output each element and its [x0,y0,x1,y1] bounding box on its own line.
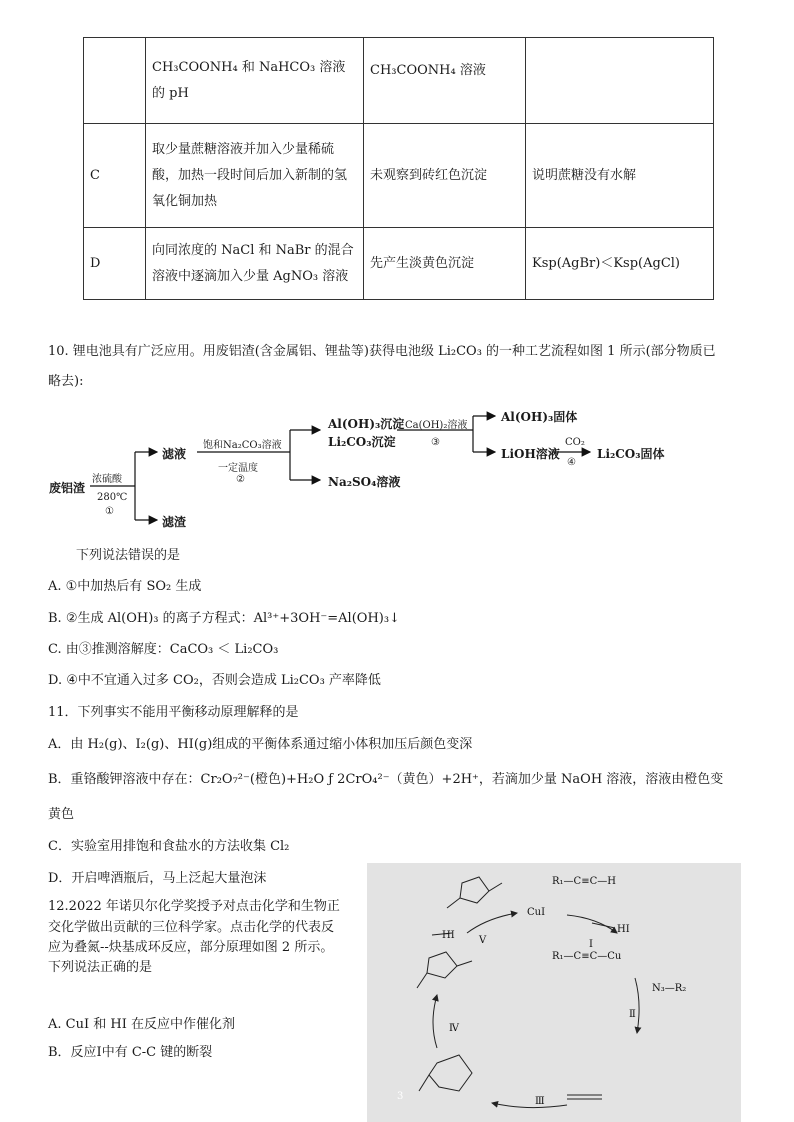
azide-label: N₃—R₂ [652,983,687,994]
table-row [84,228,714,300]
catalyst-label: CuI [527,907,546,918]
table-cell: CH₃COONH₄ 溶液 [364,38,526,124]
option-c: C. 由③推测溶解度：CaCO₃ ＜ Li₂CO₃ [48,642,279,657]
table-cell [84,38,146,124]
table-cell: Ksp(AgBr)＜Ksp(AgCl) [526,228,714,300]
table-cell: D [84,228,146,300]
flow-step-number: ② [236,474,245,485]
step-label: Ⅱ [629,1009,636,1020]
question-12-stem: 交化学做出贡献的三位科学家。点击化学的代表反 [48,920,335,935]
flow-step-number: ① [105,506,114,517]
page-number: 3 [397,1091,404,1102]
table-cell: CH₃COONH₄ 和 NaHCO₃ 溶液的 pH [146,38,364,124]
table-cell: C [84,124,146,228]
option-c: C．实验室用排饱和食盐水的方法收集 Cl₂ [48,839,290,854]
question-10-stem-cont: 略去): [48,374,84,389]
option-a: A．由 H₂(g)、I₂(g)、HI(g)组成的平衡体系通过缩小体积加压后颜色变深 [48,737,473,752]
step-label: Ⅴ [479,935,487,946]
option-b-cont: 黄色 [48,807,75,822]
flow-step-number: ③ [431,437,440,448]
question-9-table [83,37,714,300]
flow-label: CO₂ [565,437,585,448]
step-label: Ⅰ [589,939,593,950]
flow-label: 一定温度 [218,463,258,474]
alkyne-label: R₁—C≡C—H [552,876,616,887]
question-10-prompt: 下列说法错误的是 [76,548,181,563]
flow-node: Al(OH)₃固体 [501,410,578,424]
table-row [84,38,714,124]
table-cell [526,38,714,124]
question-12-stem: 下列说法正确的是 [48,960,153,975]
option-a: A. ①中加热后有 SO₂ 生成 [48,579,202,594]
flow-label: 饱和Na₂CO₃溶液 [203,440,282,451]
flow-node: 滤渣 [162,515,187,529]
flow-node: 滤液 [162,447,187,461]
option-d: D. ④中不宜通入过多 CO₂，否则会造成 Li₂CO₃ 产率降低 [48,673,381,688]
question-12-stem: 应为叠氮--炔基成环反应，部分原理如图 2 所示。 [48,940,334,955]
option-d: D．开启啤酒瓶后，马上泛起大量泡沫 [48,871,267,886]
reaction-cycle-photo [367,863,741,1122]
flow-node-start: 废铝渣 [49,481,86,495]
flow-node: LiOH溶液 [501,447,560,461]
flow-label: Ca(OH)₂溶液 [405,420,468,431]
option-b: B．反应Ⅰ中有 C-C 键的断裂 [48,1045,213,1060]
table-cell: 说明蔗糖没有水解 [526,124,714,228]
flow-step-number: ④ [567,457,576,468]
step-label: Ⅳ [449,1023,459,1034]
table-cell: 未观察到砖红色沉淀 [364,124,526,228]
question-10-stem: 10. 锂电池具有广泛应用。用废铝渣(含金属铝、锂盐等)获得电池级 Li₂CO₃ 的一种工艺流程如图 1 所示(部分物质已 [48,344,716,359]
flow-label: 280℃ [97,492,128,503]
question-12-stem: 12.2022 年诺贝尔化学奖授予对点击化学和生物正 [48,899,340,914]
copper-acetylide-label: R₁—C≡C—Cu [552,951,622,962]
table-cell: 向同浓度的 NaCl 和 NaBr 的混合溶液中逐滴加入少量 AgNO₃ 溶液 [146,228,364,300]
option-b: B．重铬酸钾溶液中存在：Cr₂O₇²⁻(橙色)+H₂O ƒ 2CrO₄²⁻（黄色）+2H⁺，若滴加少量 NaOH 溶液，溶液由橙色变 [48,772,724,787]
option-a: A. CuI 和 HI 在反应中作催化剂 [48,1017,235,1032]
flow-node: Li₂CO₃沉淀 [328,435,396,449]
hi-label: HI [617,924,630,935]
option-b: B. ②生成 Al(OH)₃ 的离子方程式：Al³⁺+3OH⁻=Al(OH)₃↓ [48,611,400,626]
flow-node: Al(OH)₃沉淀 [328,417,405,431]
hi-label: HI [442,930,455,941]
table-row [84,124,714,228]
table-cell: 先产生淡黄色沉淀 [364,228,526,300]
flow-label: 浓硫酸 [92,474,122,485]
flow-node-final: Li₂CO₃固体 [597,447,665,461]
question-11-stem: 11．下列事实不能用平衡移动原理解释的是 [48,705,299,720]
step-label: Ⅲ [535,1096,545,1107]
process-flow-diagram [45,402,725,540]
table-cell: 取少量蔗糖溶液并加入少量稀硫酸，加热一段时间后加入新制的氢氧化铜加热 [146,124,364,228]
flow-node: Na₂SO₄溶液 [328,475,401,489]
